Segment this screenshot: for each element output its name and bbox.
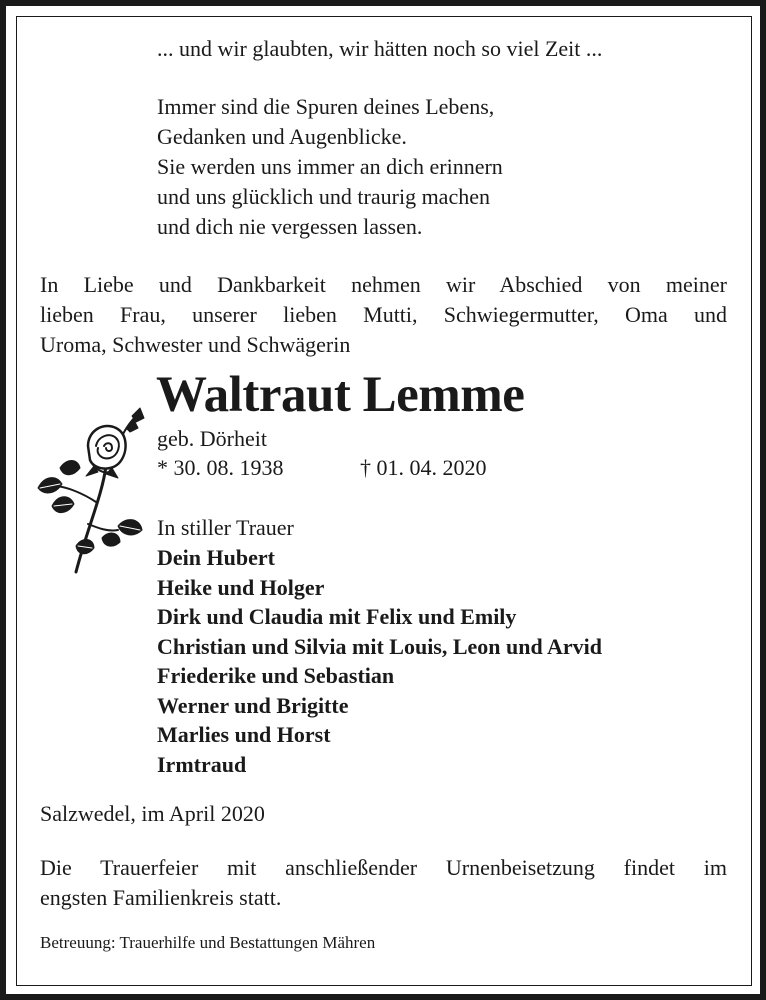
mourner-name: Dirk und Claudia mit Felix und Emily bbox=[157, 604, 517, 629]
mourner-name: Irmtraud bbox=[157, 752, 247, 777]
poem-line: Gedanken und Augenblicke. bbox=[157, 124, 407, 149]
intro-line: lieben Frau, unserer lieben Mutti, Schwiegermutter, Oma und bbox=[40, 302, 727, 327]
mourner-name: Christian und Silvia mit Louis, Leon und Arvid bbox=[157, 634, 603, 659]
poem-opening-line: ... und wir glaubten, wir hätten noch so viel Zeit ... bbox=[157, 36, 603, 61]
funeral-notice-line: engsten Familienkreis statt. bbox=[40, 885, 282, 910]
mourners-heading: In stiller Trauer bbox=[157, 515, 294, 540]
poem-line: und uns glücklich und traurig machen bbox=[157, 184, 490, 209]
funeral-home-credit: Betreuung: Trauerhilfe und Bestattungen Mähren bbox=[40, 933, 376, 952]
funeral-notice-line: Die Trauerfeier mit anschließender Urnenbeisetzung findet im bbox=[40, 855, 727, 880]
place-date: Salzwedel, im April 2020 bbox=[40, 801, 265, 826]
mourner-name: Marlies und Horst bbox=[157, 722, 331, 747]
intro-line: Uroma, Schwester und Schwägerin bbox=[40, 332, 351, 357]
mourner-name: Werner und Brigitte bbox=[157, 693, 349, 718]
death-date: † 01. 04. 2020 bbox=[360, 455, 487, 480]
poem-line: Immer sind die Spuren deines Lebens, bbox=[157, 94, 495, 119]
poem-line: Sie werden uns immer an dich erinnern bbox=[157, 154, 503, 179]
maiden-name: geb. Dörheit bbox=[157, 426, 267, 451]
rose-icon bbox=[36, 406, 148, 578]
mourner-name: Friederike und Sebastian bbox=[157, 663, 395, 688]
poem-line: und dich nie vergessen lassen. bbox=[157, 214, 423, 239]
mourner-name: Heike und Holger bbox=[157, 575, 325, 600]
deceased-name: Waltraut Lemme bbox=[156, 367, 525, 423]
birth-date: * 30. 08. 1938 bbox=[157, 455, 284, 480]
intro-line: In Liebe und Dankbarkeit nehmen wir Abschied von meiner bbox=[40, 272, 727, 297]
mourner-name: Dein Hubert bbox=[157, 545, 275, 570]
